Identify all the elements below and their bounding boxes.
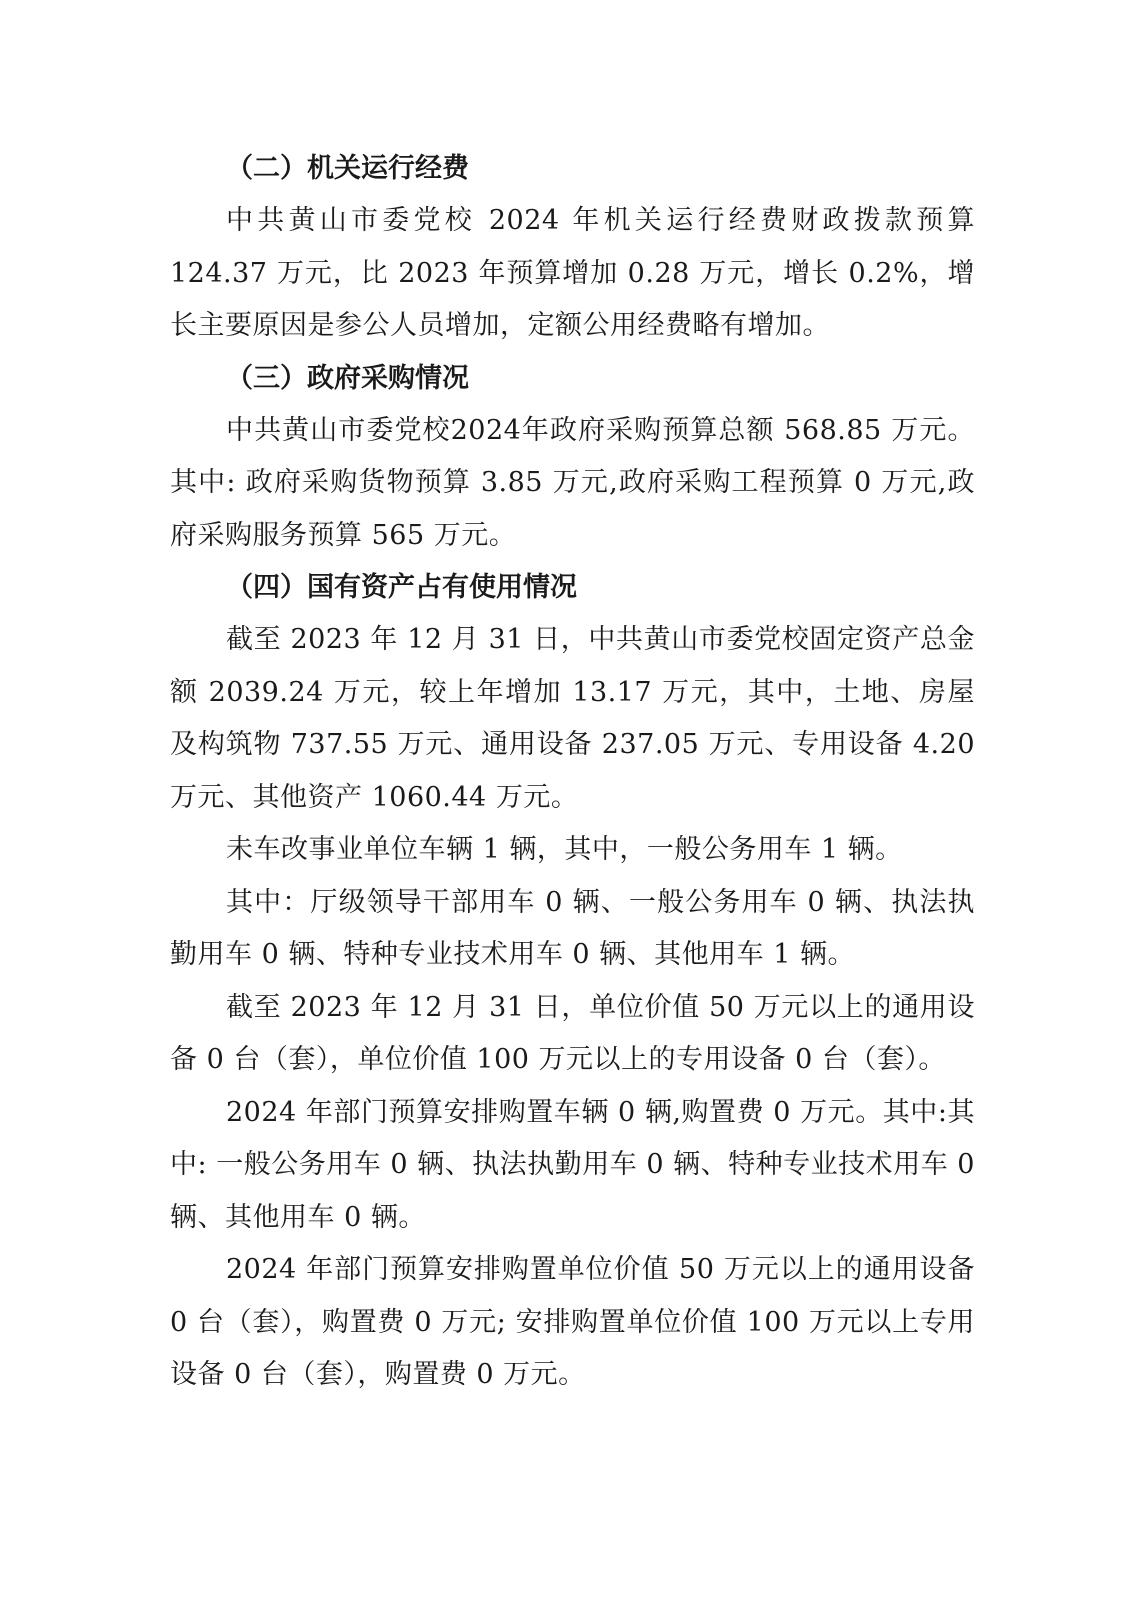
section-heading-operating-expenses: （二）机关运行经费: [226, 153, 469, 184]
document-body: [170, 143, 975, 1402]
paragraph-vehicle-breakdown: 其中：厅级领导干部用车 0 辆、一般公务用车 0 辆、执法执勤用车 0 辆、特种专业技术用车 0 辆、其他用车 1 辆。: [170, 886, 975, 970]
paragraph-vehicles: 未车改事业单位车辆 1 辆，其中，一般公务用车 1 辆。: [226, 834, 903, 865]
paragraph-equipment-status: 截至 2023 年 12 月 31 日，单位价值 50 万元以上的通用设备 0 台（套），单位价值 100 万元以上的专用设备 0 台（套）。: [170, 991, 975, 1075]
section-heading-state-assets: （四）国有资产占有使用情况: [226, 572, 577, 603]
paragraph-procurement: 中共黄山市委党校2024年政府采购预算总额 568.85 万元。其中: 政府采购货物预算 3.85 万元,政府采购工程预算 0 万元,政府采购服务预算 565 万元。: [170, 414, 975, 551]
paragraph-operating-expenses: 中共黄山市委党校 2024 年机关运行经费财政拨款预算 124.37 万元，比 2023 年预算增加 0.28 万元，增长 0.2%，增长主要原因是参公人员增加，定额公用经费略有增加。: [170, 205, 975, 341]
paragraph-fixed-assets: 截至 2023 年 12 月 31 日，中共黄山市委党校固定资产总金额 2039.24 万元，较上年增加 13.17 万元，其中，土地、房屋及构筑物 737.55 万元、通用设备 237.05 万元、专用设备 4.20 万元、其他资产 1060.44 万元。: [170, 624, 975, 813]
paragraph-equipment-purchase-plan: 2024 年部门预算安排购置单位价值 50 万元以上的通用设备 0 台（套），购置费 0 万元; 安排购置单位价值 100 万元以上专用设备 0 台（套），购置费 0 万元。: [170, 1254, 975, 1390]
paragraph-vehicle-purchase-plan: 2024 年部门预算安排购置车辆 0 辆,购置费 0 万元。其中:其中: 一般公务用车 0 辆、执法执勤用车 0 辆、特种专业技术用车 0 辆、其他用车 0 辆。: [170, 1096, 975, 1233]
section-heading-procurement: （三）政府采购情况: [226, 362, 469, 394]
